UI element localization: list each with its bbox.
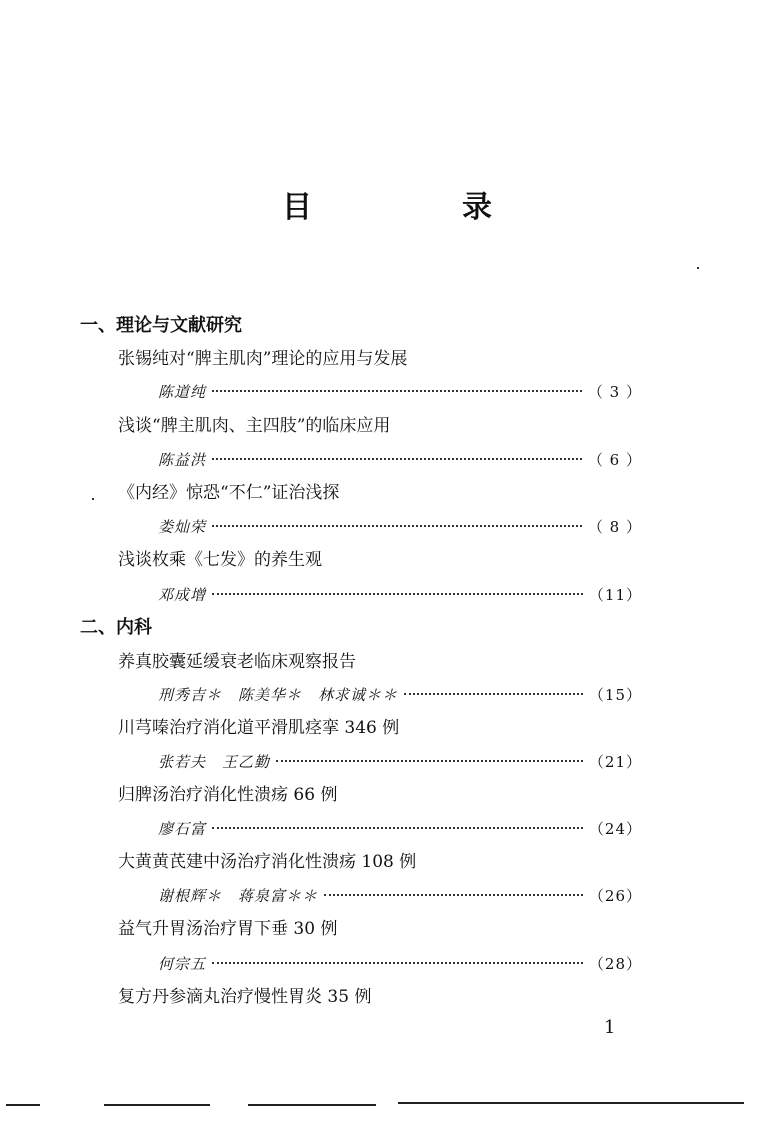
toc-entry-author-line [158, 584, 642, 606]
dot-leader [212, 827, 583, 829]
page-number: 1 [604, 1017, 616, 1038]
toc-entry-title[interactable]: 张锡纯对“脾主肌肉”理论的应用与发展 [118, 349, 408, 369]
toc-entry-author: 谢根辉＊ 蒋泉富＊＊ [158, 887, 319, 905]
toc-entry-title[interactable]: 养真胶囊延缓衰老临床观察报告 [118, 652, 356, 672]
toc-entry-author: 邓成增 [158, 586, 207, 604]
toc-entry-page: （24） [588, 820, 642, 838]
toc-entry-author-line [158, 751, 642, 773]
dot-leader [212, 390, 582, 392]
dot-leader [324, 894, 583, 896]
dot-leader [404, 693, 583, 695]
toc-entry-author-line [158, 516, 642, 538]
toc-entry-author: 娄灿荣 [158, 518, 207, 536]
toc-entry-title[interactable]: 归脾汤治疗消化性溃疡 66 例 [118, 785, 338, 805]
dot-leader [212, 593, 583, 595]
toc-entry-author: 何宗五 [158, 955, 207, 973]
toc-entry-title[interactable]: 益气升胃汤治疗胃下垂 30 例 [118, 919, 338, 939]
toc-entry-author-line [158, 449, 642, 471]
scan-edge-line [248, 1104, 376, 1106]
scan-speck [92, 498, 94, 500]
toc-entry-page: （ 3 ） [587, 383, 642, 401]
toc-entry-author-line [158, 953, 642, 975]
toc-entry-page: （15） [588, 686, 642, 704]
dot-leader [212, 458, 582, 460]
toc-entry-page: （ 8 ） [587, 518, 642, 536]
scan-edge-line [6, 1104, 40, 1106]
toc-entry-author: 廖石富 [158, 820, 207, 838]
toc-entry-title[interactable]: 川芎嗪治疗消化道平滑肌痉挛 346 例 [118, 718, 400, 738]
toc-entry-title[interactable]: 大黄黄芪建中汤治疗消化性溃疡 108 例 [118, 852, 417, 872]
toc-entry-author-line [158, 684, 642, 706]
toc-entry-title[interactable]: 《内经》惊恐“不仁”证治浅探 [118, 483, 340, 503]
section-heading-theory: 一、理论与文献研究 [80, 315, 242, 336]
dot-leader [212, 525, 582, 527]
dot-leader [276, 760, 583, 762]
toc-entry-author: 刑秀吉＊ 陈美华＊ 林求诚＊＊ [158, 686, 399, 704]
dot-leader [212, 962, 583, 964]
toc-entry-page: （ 6 ） [587, 451, 642, 469]
toc-entry-page: （28） [588, 955, 642, 973]
scan-speck [697, 267, 699, 269]
toc-entry-author-line [158, 885, 642, 907]
toc-entry-author: 张若夫 王乙勤 [158, 753, 271, 771]
toc-entry-title[interactable]: 浅谈枚乘《七发》的养生观 [118, 550, 322, 570]
scan-edge-line [398, 1102, 744, 1104]
toc-entry-author-line [158, 818, 642, 840]
toc-entry-author-line [158, 381, 642, 403]
toc-entry-author: 陈益洪 [158, 451, 207, 469]
page-title: 目 录 [282, 190, 552, 225]
toc-entry-page: （11） [588, 586, 642, 604]
section-heading-internal-medicine: 二、内科 [80, 617, 152, 638]
toc-entry-page: （21） [588, 753, 642, 771]
toc-entry-title[interactable]: 浅谈“脾主肌肉、主四肢”的临床应用 [118, 416, 391, 436]
toc-entry-page: （26） [588, 887, 642, 905]
scan-edge-line [104, 1104, 210, 1106]
toc-entry-author: 陈道纯 [158, 383, 207, 401]
toc-entry-title[interactable]: 复方丹参滴丸治疗慢性胃炎 35 例 [118, 987, 372, 1007]
